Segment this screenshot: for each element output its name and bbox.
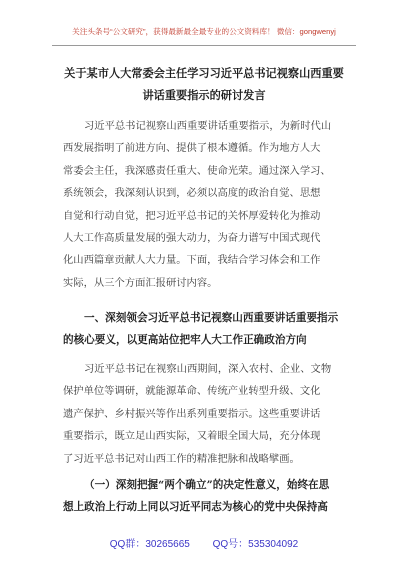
title-line: 关于某市人大常委会主任学习习近平总书记视察山西重要 <box>64 66 344 80</box>
footer-qq-number: QQ号：535304092 <box>212 539 299 550</box>
title-line: 讲话重要指示的研讨发言 <box>142 88 266 102</box>
heading-line: （一）深刻把握“两个确立”的决定性意义，始终在思 <box>84 479 330 491</box>
document-title <box>48 62 360 106</box>
paragraph-line: 实际，从三个方面汇报研讨内容。 <box>63 276 218 289</box>
paragraph-line: 西发展指明了前进方向、提供了根本遵循。作为地方人大 <box>63 142 321 155</box>
paragraph-line: 化山西篇章贡献人大力量。下面，我结合学习体会和工作 <box>63 254 321 267</box>
paragraph-line: 遗产保护、乡村振兴等作出系列重要指示。这些重要讲话 <box>63 407 321 420</box>
heading-line: 的核心要义，以更高站位把牢人大工作正确政治方向 <box>63 334 307 346</box>
paragraph-line: 习近平总书记在视察山西期间，深入农村、企业、文物 <box>84 363 332 375</box>
footer-contact <box>0 535 408 550</box>
paragraph-line: 重要指示，既立足山西实际，又着眼全国大局，充分体现 <box>63 430 321 443</box>
paragraph-line: 人大工作高质量发展的强大动力，为奋力谱写中国式现代 <box>63 232 321 245</box>
paragraph-line: 保护单位等调研，就能源革命、传统产业转型升级、文化 <box>63 385 321 398</box>
section1-paragraph <box>63 358 345 470</box>
header-promo-text: 关注头条号“公文研究”，获得最新最全最专业的公文资料库！ 微信：gongwenyj <box>72 27 336 36</box>
paragraph-line: 了习近平总书记对山西工作的精准把脉和战略擘画。 <box>63 452 300 465</box>
footer-qq-group: QQ群：30265665 <box>109 539 190 550</box>
subsection-heading-1 <box>63 474 347 518</box>
paragraph-line: 自觉和行动自觉，把习近平总书记的关怀厚爱转化为推动 <box>63 209 321 222</box>
intro-paragraph <box>63 115 345 294</box>
paragraph-line: 系统领会，我深刻认识到，必须以高度的政治自觉、思想 <box>63 187 321 200</box>
paragraph-line: 习近平总书记视察山西重要讲话重要指示，为新时代山 <box>84 120 332 132</box>
heading-line: 想上政治上行动上同以习近平同志为核心的党中央保持高 <box>63 501 328 513</box>
header-divider <box>52 45 356 46</box>
section-heading-1 <box>63 307 347 351</box>
heading-line: 一、深刻领会习近平总书记视察山西重要讲话重要指示 <box>84 312 339 324</box>
paragraph-line: 常委会主任，我深感责任重大、使命光荣。通过深入学习、 <box>63 164 331 177</box>
